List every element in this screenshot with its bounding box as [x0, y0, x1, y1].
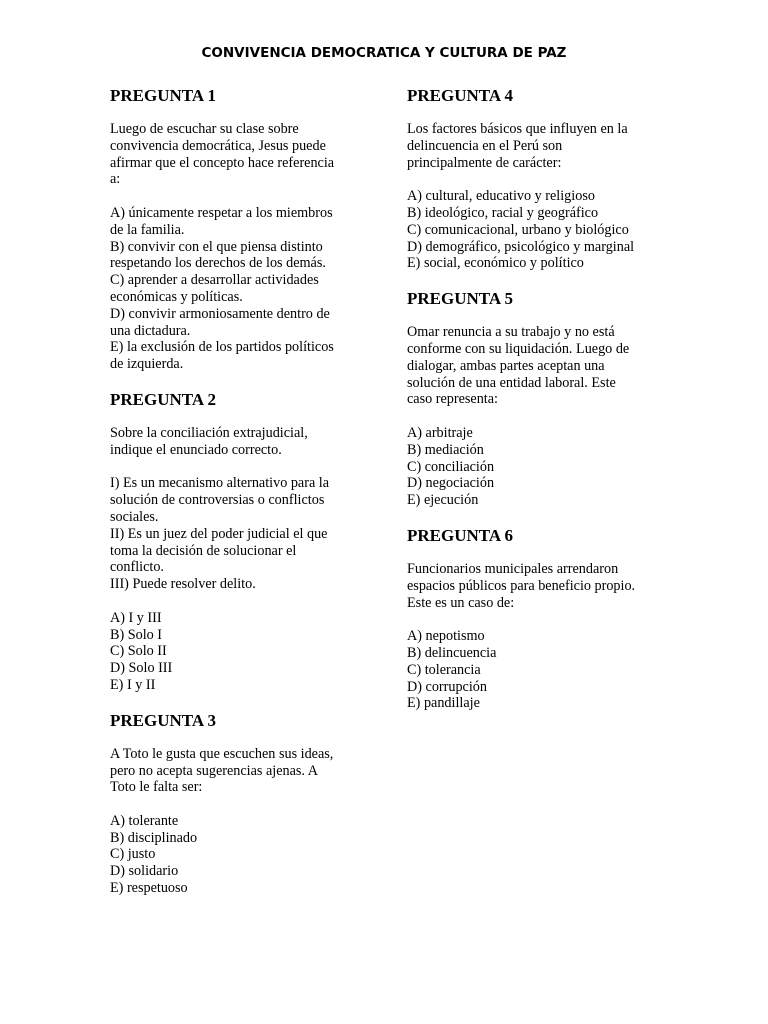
question-5: [407, 289, 667, 509]
question-2: [110, 390, 366, 694]
stem-line: delincuencia en el Perú son: [407, 137, 563, 154]
spacer: [407, 611, 667, 628]
spacer: [110, 796, 366, 813]
question-heading: PREGUNTA 4: [407, 86, 513, 105]
answer-options: [110, 813, 366, 897]
question-statements: [110, 475, 366, 593]
statement-line: conflicto.: [110, 559, 164, 576]
question-heading: PREGUNTA 5: [407, 289, 513, 309]
answer-option: D) demográfico, psicológico y marginal: [407, 238, 635, 255]
answer-options: [407, 425, 667, 509]
stem-line: Los factores básicos que influyen en la: [407, 121, 628, 137]
question-heading: PREGUNTA 2: [110, 389, 216, 409]
answer-option: económicas y políticas.: [110, 288, 243, 305]
answer-option: A) cultural, educativo y religioso: [407, 188, 595, 205]
answer-option: A) tolerante: [110, 812, 179, 829]
answer-option: E) social, económico y político: [407, 255, 584, 272]
answer-option: E) respetuoso: [110, 880, 188, 897]
statement-line: III) Puede resolver delito.: [110, 576, 256, 593]
answer-option: C) Solo II: [110, 643, 167, 660]
answer-option: D) negociación: [407, 475, 495, 492]
spacer: [407, 171, 667, 188]
question-heading: PREGUNTA 1: [110, 86, 216, 105]
answer-option: E) la exclusión de los partidos políticos: [110, 339, 334, 356]
stem-line: afirmar que el concepto hace referencia: [110, 154, 335, 171]
answer-option: C) conciliación: [407, 458, 495, 475]
question-6: [407, 526, 667, 712]
stem-line: Luego de escuchar su clase sobre: [110, 121, 299, 137]
answer-option: A) únicamente respetar a los miembros: [110, 204, 333, 221]
question-stem: [407, 121, 667, 171]
question-stem: [110, 425, 366, 459]
answer-option: E) pandillaje: [407, 695, 480, 712]
answer-option: A) I y III: [110, 609, 162, 626]
stem-line: Sobre la conciliación extrajudicial,: [110, 424, 308, 441]
question-4: [407, 86, 667, 272]
answer-option: C) tolerancia: [407, 661, 481, 678]
answer-option: B) Solo I: [110, 626, 163, 643]
question-stem: [110, 746, 366, 796]
stem-line: conforme con su liquidación. Luego de: [407, 340, 630, 357]
question-heading: PREGUNTA 6: [407, 525, 513, 545]
statement-line: II) Es un juez del poder judicial el que: [110, 525, 328, 542]
answer-option: B) ideológico, racial y geográfico: [407, 204, 599, 221]
answer-option: C) comunicacional, urbano y biológico: [407, 221, 629, 238]
answer-option: B) mediación: [407, 441, 484, 458]
statement-line: toma la decisión de solucionar el: [110, 542, 297, 559]
answer-option: D) corrupción: [407, 678, 487, 695]
answer-option: A) nepotismo: [407, 628, 485, 645]
question-stem: [407, 561, 667, 611]
stem-line: pero no acepta sugerencias ajenas. A: [110, 762, 318, 779]
question-3: [110, 711, 366, 897]
answer-option: D) solidario: [110, 863, 179, 880]
question-stem: [407, 324, 667, 408]
spacer: [110, 593, 366, 610]
page-title: CONVIVENCIA DEMOCRATICA Y CULTURA DE PAZ: [201, 45, 567, 61]
stem-line: Omar renuncia a su trabajo y no está: [407, 324, 615, 341]
answer-option: D) Solo III: [110, 660, 173, 677]
answer-option: una dictadura.: [110, 322, 191, 339]
answer-option: D) convivir armoniosamente dentro de: [110, 305, 330, 322]
answer-options: [110, 205, 366, 373]
statement-line: sociales.: [110, 508, 159, 525]
question-heading: PREGUNTA 3: [110, 710, 216, 730]
answer-option: respetando los derechos de los demás.: [110, 255, 326, 272]
answer-option: B) disciplinado: [110, 829, 198, 846]
answer-option: de izquierda.: [110, 356, 184, 373]
stem-line: dialogar, ambas partes aceptan una: [407, 357, 605, 374]
answer-option: E) I y II: [110, 676, 156, 693]
answer-options: [407, 628, 667, 712]
stem-line: solución de una entidad laboral. Este: [407, 374, 616, 391]
spacer: [110, 459, 366, 476]
answer-option: C) justo: [110, 846, 156, 863]
stem-line: Este es un caso de:: [407, 594, 515, 611]
answer-option: de la familia.: [110, 221, 185, 238]
answer-option: B) delincuencia: [407, 644, 497, 661]
stem-line: caso representa:: [407, 391, 498, 408]
stem-line: indique el enunciado correcto.: [110, 441, 282, 458]
spacer: [407, 408, 667, 425]
stem-line: a:: [110, 171, 121, 188]
stem-line: Toto le falta ser:: [110, 779, 203, 796]
answer-option: C) aprender a desarrollar actividades: [110, 272, 319, 289]
right-column: [407, 86, 667, 729]
answer-options: [407, 188, 667, 272]
answer-option: A) arbitraje: [407, 424, 473, 441]
left-column: [110, 86, 366, 914]
spacer: [110, 188, 366, 205]
question-stem: [110, 121, 366, 188]
answer-option: E) ejecución: [407, 492, 479, 509]
stem-line: Funcionarios municipales arrendaron: [407, 560, 619, 577]
stem-line: principalmente de carácter:: [407, 154, 562, 171]
statement-line: solución de controversias o conflictos: [110, 492, 325, 509]
question-1: [110, 86, 366, 373]
stem-line: espacios públicos para beneficio propio.: [407, 577, 636, 594]
answer-option: B) convivir con el que piensa distinto: [110, 238, 323, 255]
stem-line: A Toto le gusta que escuchen sus ideas,: [110, 745, 334, 762]
statement-line: I) Es un mecanismo alternativo para la: [110, 475, 330, 492]
answer-options: [110, 610, 366, 694]
stem-line: convivencia democrática, Jesus puede: [110, 137, 326, 154]
